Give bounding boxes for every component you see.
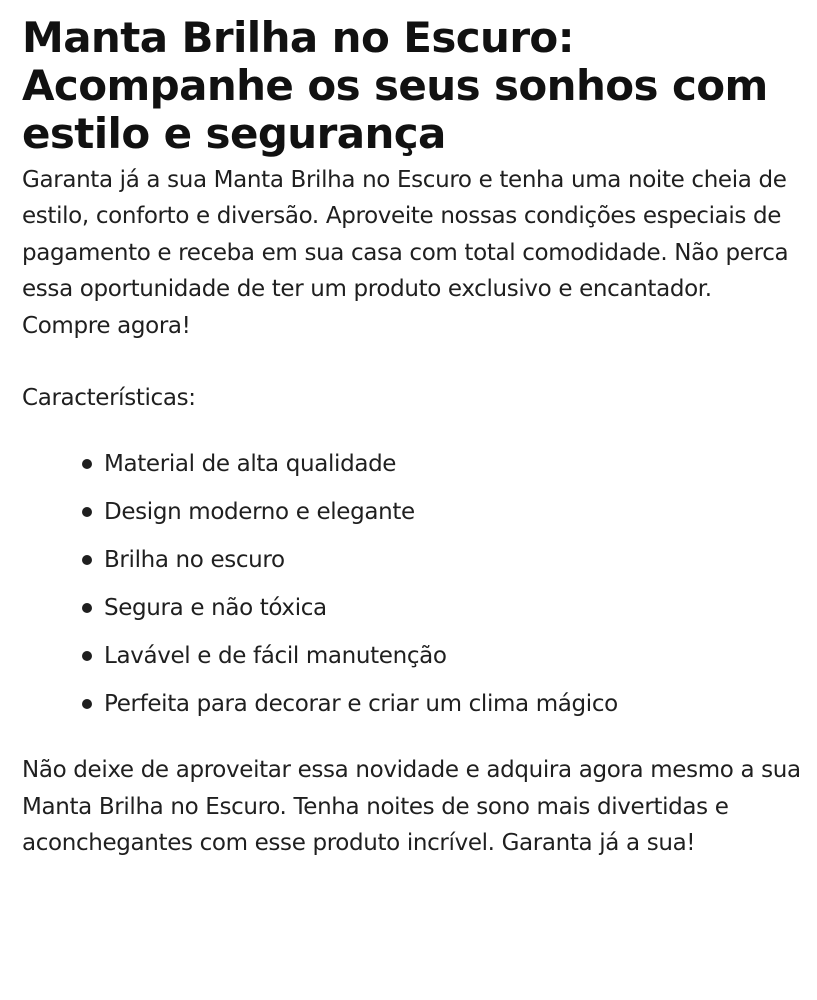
feature-text: Material de alta qualidade — [104, 451, 397, 478]
feature-item — [82, 440, 803, 488]
title-line: Manta Brilha no Escuro: — [22, 13, 574, 62]
feature-text: Perfeita para decorar e criar um clima mágico — [104, 691, 618, 718]
bullet-icon — [82, 459, 92, 469]
title-line: Acompanhe os seus sonhos com — [22, 60, 768, 110]
bullet-icon — [82, 603, 92, 613]
feature-item — [82, 632, 803, 680]
bullet-icon — [82, 507, 92, 517]
bullet-icon — [82, 699, 92, 709]
feature-item — [82, 584, 803, 632]
page-title — [22, 14, 803, 158]
features-heading: Características: — [22, 385, 196, 412]
intro-paragraph: Garanta já a sua Manta Brilha no Escuro e tenha uma noite cheia de estilo, conforto e diversão. Aproveite nossas condições especiais de pagamento e receba em sua casa com total comodidade. Não perca essa oportunidade de ter um produto exclusivo e encantador. Compre agora! — [22, 166, 789, 339]
feature-item — [82, 536, 803, 584]
bullet-icon — [82, 555, 92, 565]
feature-item — [82, 680, 803, 728]
feature-text: Segura e não tóxica — [104, 595, 327, 622]
title-line: estilo e segurança — [22, 108, 446, 158]
feature-item — [82, 488, 803, 536]
feature-text: Brilha no escuro — [104, 547, 285, 574]
features-list — [22, 440, 803, 728]
feature-text: Lavável e de fácil manutenção — [104, 643, 447, 670]
closing-paragraph: Não deixe de aproveitar essa novidade e adquira agora mesmo a sua Manta Brilha no Escuro. Tenha noites de sono mais divertidas e aconchegantes com esse produto incrível. Garanta já a sua! — [22, 757, 801, 857]
bullet-icon — [82, 651, 92, 661]
feature-text: Design moderno e elegante — [104, 499, 415, 526]
